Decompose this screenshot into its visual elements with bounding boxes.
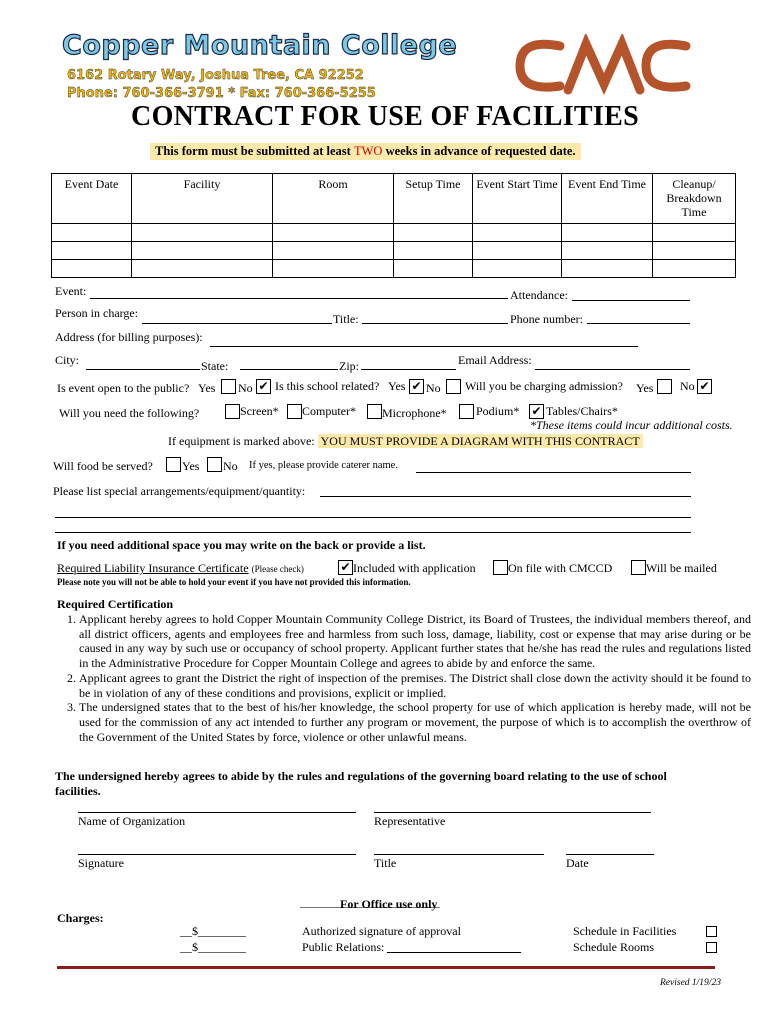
caterer-label: If yes, please provide caterer name. <box>249 460 398 471</box>
representative-label: Representative <box>374 814 446 828</box>
food-label: Will food be served? <box>53 459 153 473</box>
public-relations-field[interactable] <box>387 952 521 953</box>
event-label: Event: <box>55 284 87 298</box>
billing-address-label: Address (for billing purposes): <box>55 330 203 344</box>
computer-label: Computer* <box>302 404 356 418</box>
table-row <box>52 224 736 242</box>
organization-label: Name of Organization <box>78 814 186 828</box>
certification-heading: Required Certification <box>57 597 174 611</box>
certification-item: 3. The undersigned states that to the best of his/her knowledge, the school property for use of which application is hereby made, will not be used for the commission of any act intended to further any program or movement, the purpose of which is to accomplish the overthrow of the Government of the United States by force, violence or other unlawful means. <box>79 700 751 744</box>
phone-field[interactable] <box>587 323 690 324</box>
microphone-label: Microphone* <box>382 406 447 420</box>
schedule-rooms-label: Schedule Rooms <box>573 940 654 954</box>
event-field[interactable] <box>90 298 508 299</box>
representative-field[interactable] <box>374 812 651 813</box>
col-event-start: Event Start Time <box>473 174 562 224</box>
insurance-note: Please note you will not be able to hold your event if you have not provided this information. <box>57 577 411 587</box>
state-label: State: <box>201 359 229 373</box>
school-related-no-checkbox[interactable] <box>446 379 461 394</box>
sig-title-label: Title <box>374 856 397 870</box>
podium-checkbox[interactable] <box>459 404 474 419</box>
insurance-row: Required Liability Insurance Certificate (Please check) <box>57 561 304 575</box>
table-row <box>52 260 736 278</box>
tables-chairs-label: Tables/Chairs* <box>546 404 618 418</box>
logo-text: CMC <box>512 34 515 35</box>
special-arrangements-line[interactable] <box>55 517 691 518</box>
caterer-field[interactable] <box>416 472 691 473</box>
city-label: City: <box>55 353 80 367</box>
date-label: Date <box>566 856 589 870</box>
title-field[interactable] <box>362 323 508 324</box>
sig-title-field[interactable] <box>374 854 544 855</box>
admission-yes-label: Yes <box>636 381 654 395</box>
organization-field[interactable] <box>78 812 356 813</box>
email-field[interactable] <box>535 369 690 370</box>
person-in-charge-label: Person in charge: <box>55 306 139 320</box>
phone-label: Phone number: <box>510 312 583 326</box>
footer-rule <box>57 966 715 969</box>
additional-space-note: If you need additional space you may write on the back or provide a list. <box>57 538 426 552</box>
city-field[interactable] <box>86 369 200 370</box>
signature-field[interactable] <box>78 854 356 855</box>
schedule-table <box>51 173 736 278</box>
school-related-yes-checkbox[interactable]: ✔ <box>409 379 424 394</box>
special-arrangements-field[interactable] <box>320 496 691 497</box>
submission-notice: This form must be submitted at least TWO weeks in advance of requested date. <box>150 143 581 160</box>
diagram-notice: If equipment is marked above: YOU MUST PROVIDE A DIAGRAM WITH THIS CONTRACT <box>168 434 643 449</box>
insurance-mailed-checkbox[interactable] <box>631 560 646 575</box>
open-public-no-checkbox[interactable]: ✔ <box>256 379 271 394</box>
signature-label: Signature <box>78 856 124 870</box>
need-following-label: Will you need the following? <box>59 406 200 420</box>
charge-amount: __$________ <box>180 924 246 938</box>
insurance-included-label: Included with application <box>353 561 476 575</box>
office-heading: For Office use only <box>340 897 438 911</box>
charges-label: Charges: <box>57 911 104 925</box>
admission-yes-checkbox[interactable] <box>657 379 672 394</box>
screen-checkbox[interactable] <box>225 404 240 419</box>
podium-label: Podium* <box>476 404 520 418</box>
open-public-yes-checkbox[interactable] <box>221 379 236 394</box>
school-related-label: Is this school related? <box>275 379 380 393</box>
attendance-field[interactable] <box>572 300 690 301</box>
open-public-yes-label: Yes <box>198 381 216 395</box>
schedule-facilities-label: Schedule in Facilities <box>573 924 677 938</box>
insurance-on-file-checkbox[interactable] <box>493 560 508 575</box>
col-cleanup: Cleanup/ Breakdown Time <box>653 174 736 224</box>
col-facility: Facility <box>132 174 273 224</box>
computer-checkbox[interactable] <box>287 404 302 419</box>
public-relations-label: Public Relations: <box>302 940 385 954</box>
zip-field[interactable] <box>361 369 456 370</box>
college-name: Copper Mountain College <box>62 30 458 61</box>
page-title: CONTRACT FOR USE OF FACILITIES <box>131 101 639 132</box>
college-address: 6162 Rotary Way, Joshua Tree, CA 92252 <box>67 68 364 83</box>
insurance-included-checkbox[interactable]: ✔ <box>338 560 353 575</box>
school-related-no-label: No <box>426 381 441 395</box>
schedule-facilities-checkbox[interactable] <box>706 926 717 937</box>
microphone-checkbox[interactable] <box>367 404 382 419</box>
food-yes-label: Yes <box>182 459 200 473</box>
charge-amount: __$________ <box>180 940 246 954</box>
tables-chairs-checkbox[interactable]: ✔ <box>529 404 544 419</box>
zip-label: Zip: <box>339 359 359 373</box>
certification-item: 2. Applicant agrees to grant the District the right of inspection of the premises. The District shall close down the activity should it be found to be in violation of any of these conditions and provisions, explicit or implied. <box>79 671 751 700</box>
special-arrangements-line[interactable] <box>55 532 691 533</box>
admission-no-label: No <box>680 379 695 393</box>
title-label: Title: <box>333 312 359 326</box>
school-related-yes-label: Yes <box>388 379 406 393</box>
table-row <box>52 242 736 260</box>
college-phone: Phone: 760-366-3791 * Fax: 760-366-5255 <box>67 86 376 101</box>
open-public-label: Is event open to the public? <box>57 381 190 395</box>
email-label: Email Address: <box>458 353 532 367</box>
person-in-charge-field[interactable] <box>142 323 332 324</box>
col-room: Room <box>273 174 394 224</box>
equipment-cost-note: *These items could incur additional costs. <box>530 418 733 432</box>
food-yes-checkbox[interactable] <box>166 457 181 472</box>
revision-date: Revised 1/19/23 <box>660 978 721 988</box>
agreement-statement: The undersigned hereby agrees to abide by the rules and regulations of the governing board relating to the use of school facilities. <box>55 769 667 798</box>
col-event-date: Event Date <box>52 174 132 224</box>
col-setup-time: Setup Time <box>394 174 473 224</box>
admission-no-checkbox[interactable]: ✔ <box>697 379 712 394</box>
certification-item: 1. Applicant hereby agrees to hold Copper Mountain Community College District, its Board of Trustees, the individual members thereof, and all district officers, agents and employees free and harmless from such loss, damage, liability, cost or expense that may arise during or be caused in any way by such use or occupancy of school property. Applicant further states that he/she has read the rules and regulations listed in the Administrative Procedure for Copper Mountain College and agrees to abide by and enforce the same. <box>79 612 751 671</box>
open-public-no-label: No <box>238 381 253 395</box>
special-arrangements-label: Please list special arrangements/equipment/quantity: <box>53 484 306 498</box>
food-no-checkbox[interactable] <box>207 457 222 472</box>
admission-label: Will you be charging admission? <box>465 379 623 393</box>
schedule-rooms-checkbox[interactable] <box>706 942 717 953</box>
billing-address-field[interactable] <box>210 346 638 347</box>
date-field[interactable] <box>566 854 654 855</box>
state-field[interactable] <box>240 369 338 370</box>
insurance-on-file-label: On file with CMCCD <box>508 561 613 575</box>
attendance-label: Attendance: <box>510 288 568 302</box>
screen-label: Screen* <box>240 404 279 418</box>
col-event-end: Event End Time <box>562 174 653 224</box>
cmc-logo <box>512 34 694 96</box>
authorized-signature-label: Authorized signature of approval <box>302 924 461 938</box>
insurance-mailed-label: Will be mailed <box>646 561 717 575</box>
food-no-label: No <box>223 459 238 473</box>
certification-list <box>55 612 751 744</box>
